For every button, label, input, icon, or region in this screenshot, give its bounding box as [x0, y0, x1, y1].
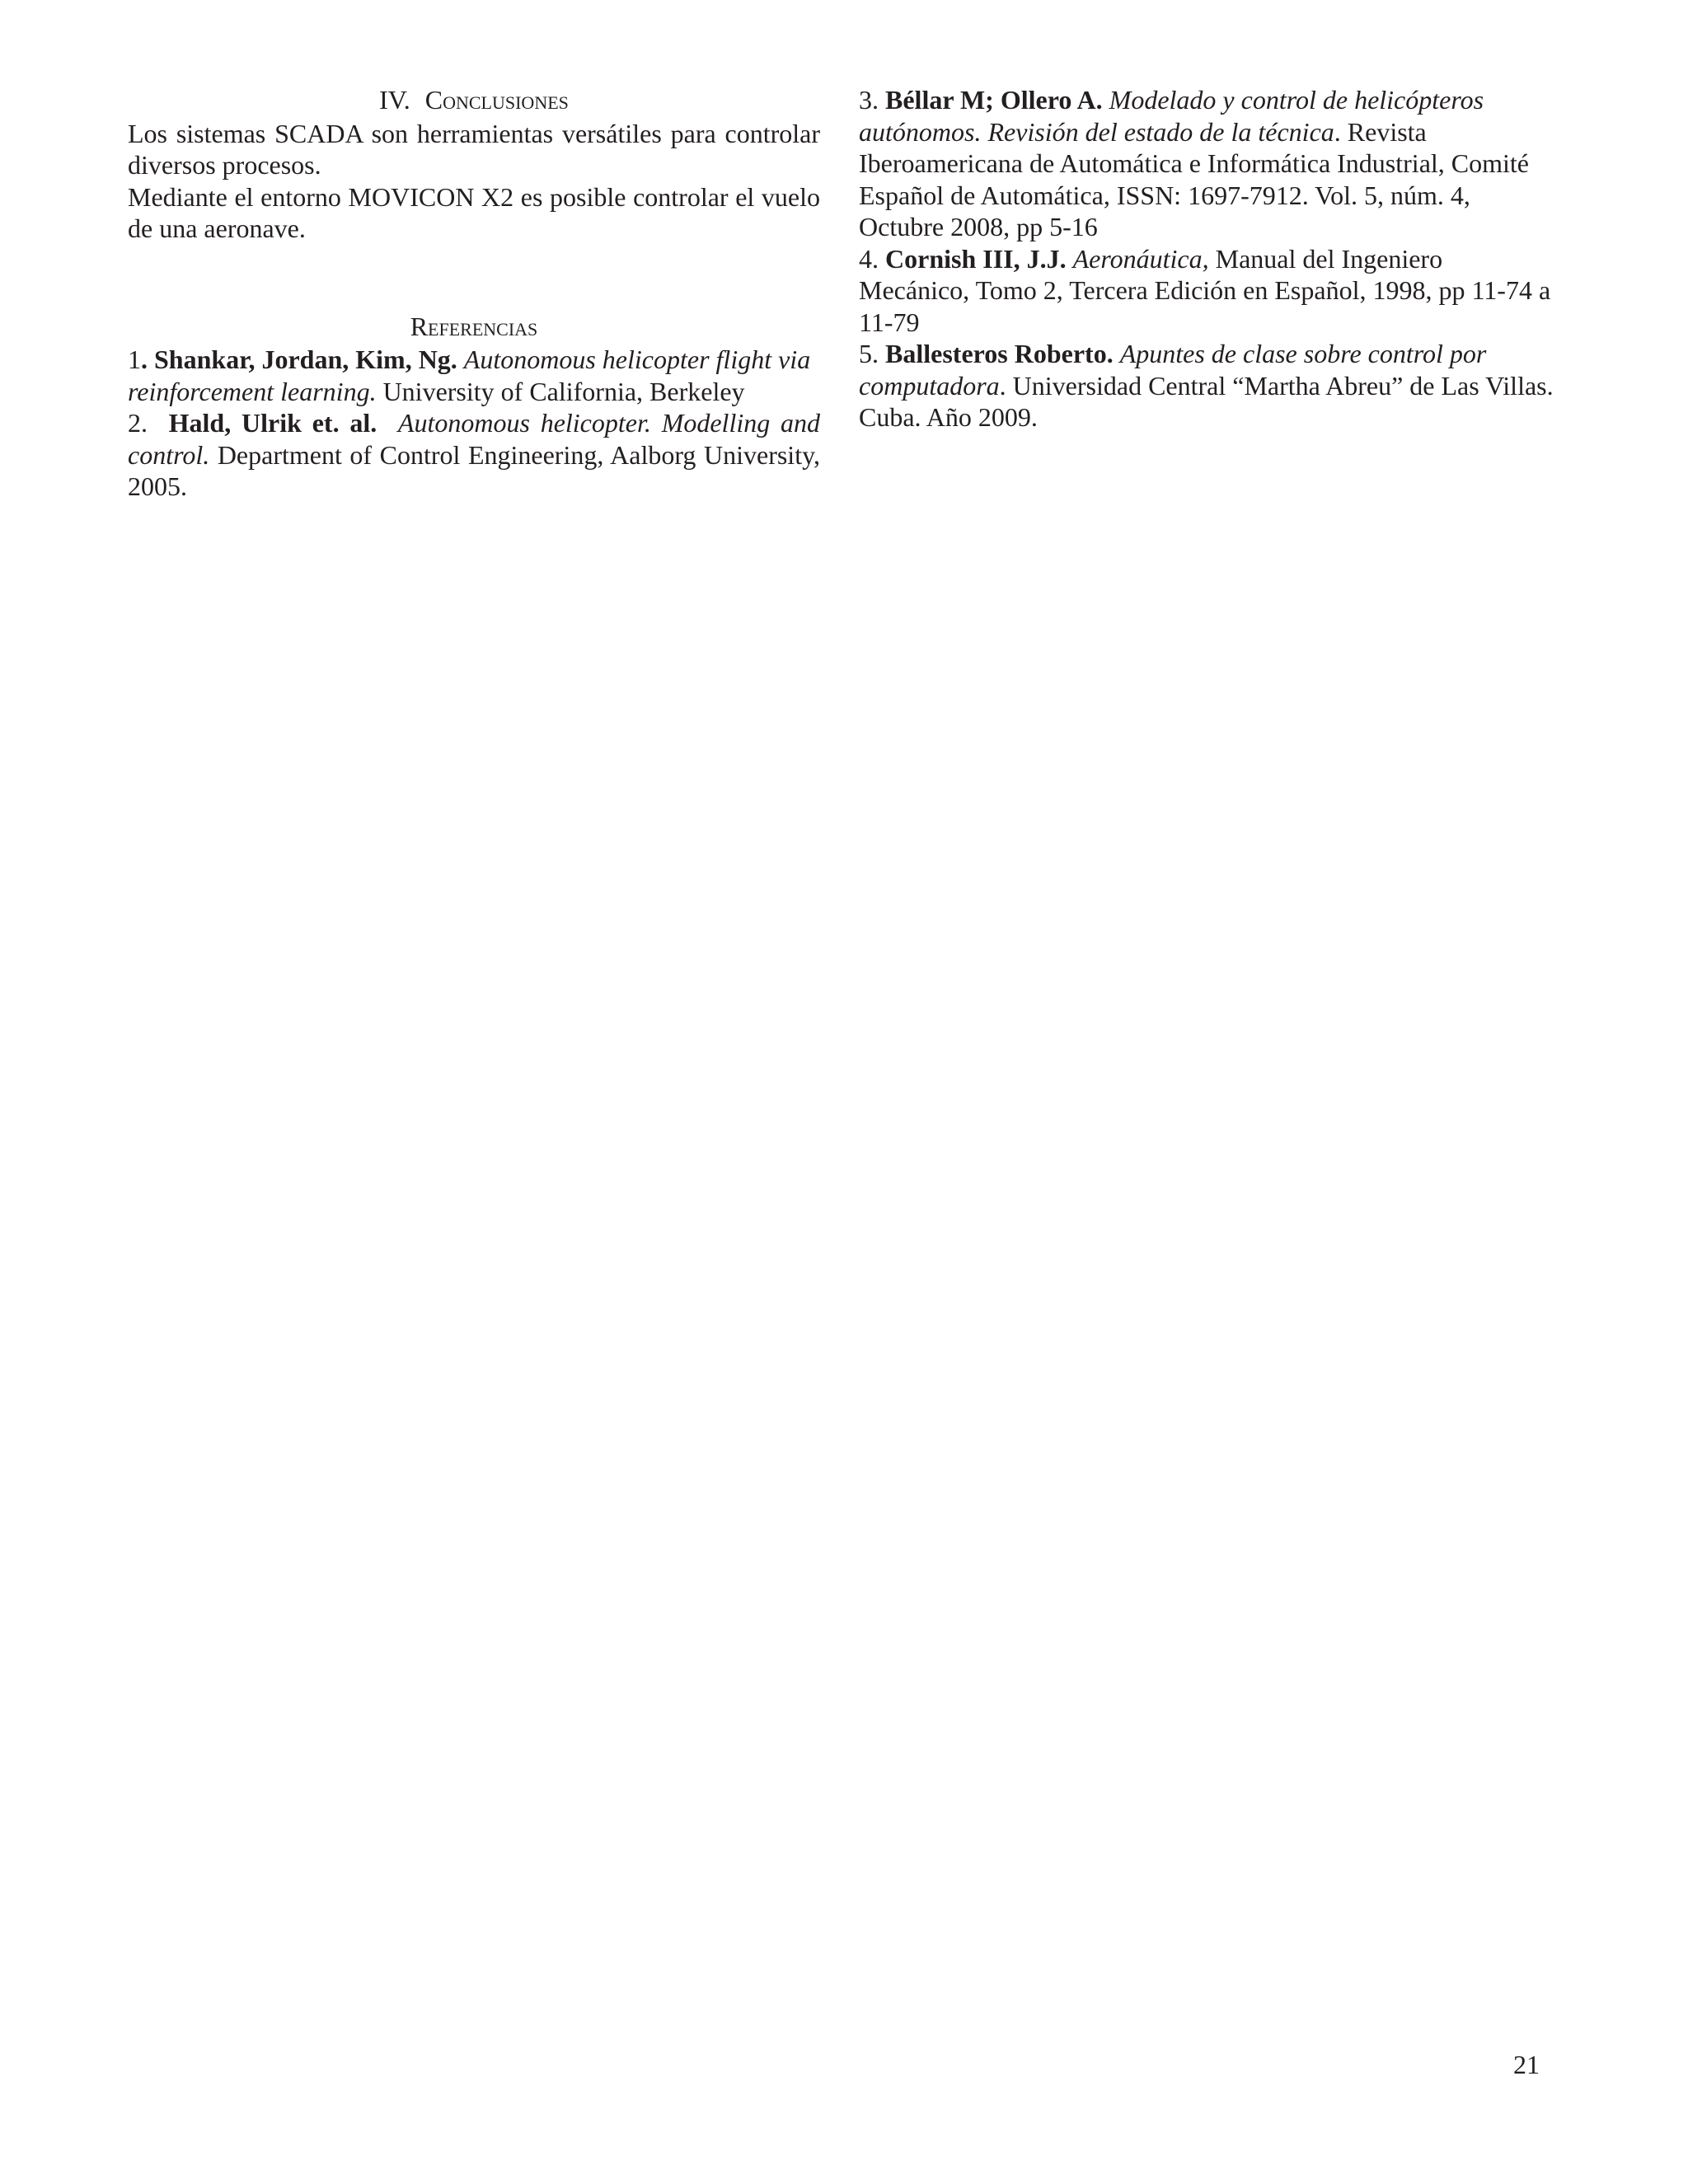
right-column — [859, 84, 1559, 434]
reference-item-4 — [859, 243, 1559, 339]
reference-item-5 — [859, 338, 1559, 434]
reference-number: 5. — [859, 339, 879, 368]
reference-title: Autonomous helicopter. Modelling and control. — [128, 408, 821, 470]
left-column — [128, 84, 820, 503]
reference-authors: Ballesteros Roberto. — [885, 339, 1114, 368]
reference-number: 4. — [859, 243, 879, 274]
conclusions-heading — [128, 84, 820, 116]
page-number: 21 — [1513, 2050, 1540, 2079]
reference-details: University of California, Berkeley — [382, 376, 745, 406]
reference-details: . Universidad Central “Martha Abreu” de Las Villas. Cuba. Año 2009. — [859, 370, 1554, 432]
references-title: Referencias — [410, 311, 538, 341]
reference-number: 3. — [859, 85, 879, 115]
reference-details: Manual del Ingeniero Mecánico, Tomo 2, Tercera Edición en Español, 1998, pp 11-74 a 11-79 — [859, 243, 1551, 337]
reference-title: Aeronáutica, — [1072, 243, 1209, 274]
conclusions-title: Conclusiones — [424, 85, 569, 115]
reference-number: 2. — [128, 408, 148, 438]
reference-title: Autonomous helicopter flight via reinforcement learning. — [128, 344, 811, 406]
reference-title: Modelado y control de helicópteros autónomos. Revisión del estado de la técnica — [859, 85, 1484, 147]
reference-authors: Hald, Ulrik et. al. — [168, 408, 377, 438]
reference-title: Apuntes de clase sobre control por computadora — [859, 339, 1487, 401]
reference-item-3 — [859, 84, 1559, 243]
conclusions-paragraph-2: Mediante el entorno MOVICON X2 es posible controlar el vuelo de una aeronave. — [128, 181, 820, 243]
references-heading — [128, 311, 820, 343]
reference-details: Department of Control Engineering, Aalborg University, 2005. — [128, 439, 821, 501]
reference-authors: . Shankar, Jordan, Kim, Ng. — [141, 344, 457, 374]
reference-number: 1 — [128, 344, 141, 374]
conclusions-number: IV. — [379, 85, 410, 115]
reference-details: . Revista Iberoamericana de Automática e Informática Industrial, Comité Español de Automática, ISSN: 1697-7912. Vol. 5, núm. 4, Octubre 2008, pp 5-16 — [859, 116, 1529, 241]
conclusions-paragraph-1: Los sistemas SCADA son herramientas versátiles para controlar diversos procesos. — [128, 118, 820, 180]
reference-item-1 — [128, 344, 820, 407]
reference-authors: Béllar M; Ollero A. — [885, 85, 1103, 115]
reference-authors: Cornish III, J.J. — [885, 243, 1067, 274]
reference-item-2 — [128, 407, 820, 503]
